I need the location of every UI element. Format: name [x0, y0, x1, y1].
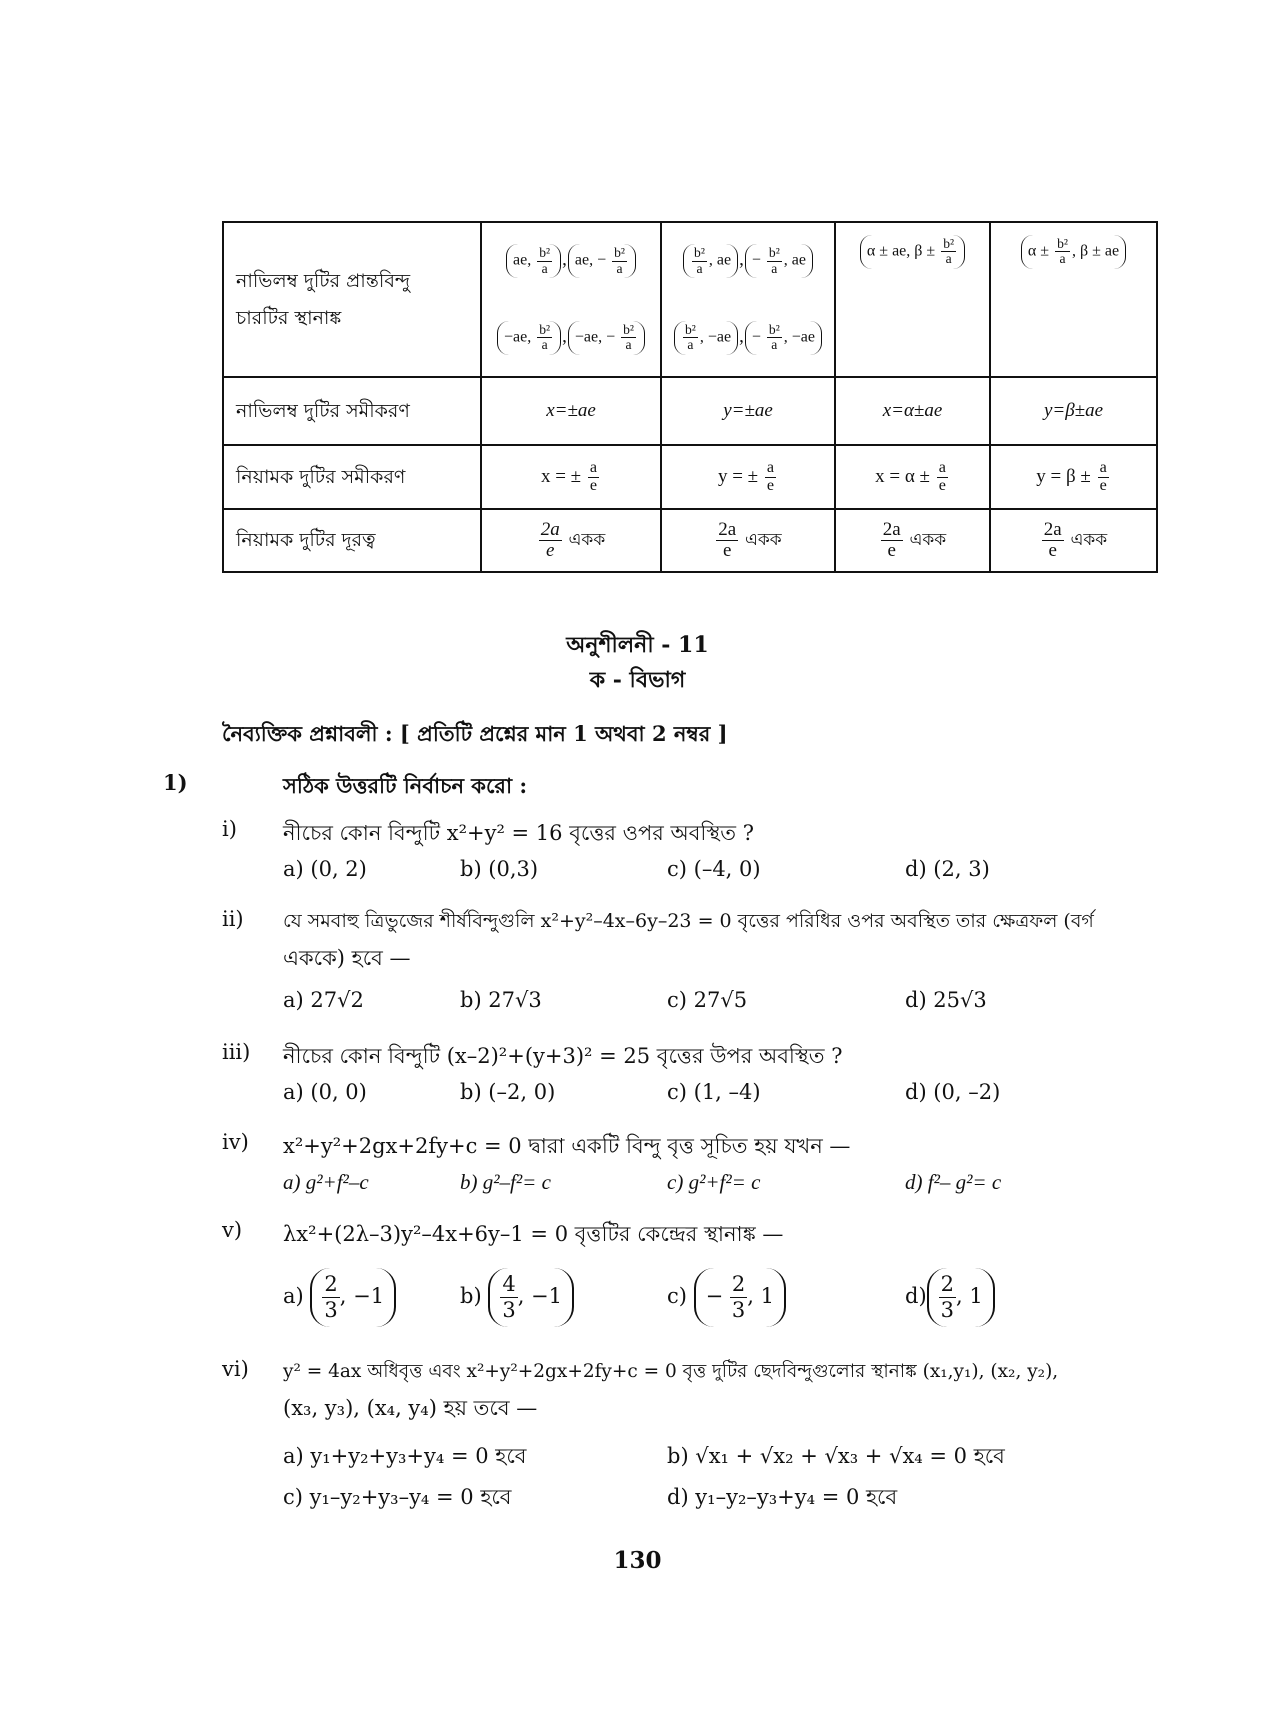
table-cell: $\frac{2a}{e}$ একক [990, 509, 1157, 572]
item-number: ii) [222, 907, 244, 931]
table-cell: α ± $\frac{\text{b²}}{a}$ , β ± ae [990, 222, 1157, 377]
table-cell: x=±ae [481, 377, 661, 445]
table-cell: ae, $\frac{\text{b²}}{a}$ , ae, − $\frac{\text{b²}}{a}$ −ae, $\frac{\text{b²}}{a}$ , −ae, − $\frac{\text{b²}}{a}$ [481, 222, 661, 377]
exercise-title: অনুশীলনী - 11 [566, 632, 709, 658]
row-label [223, 222, 481, 377]
item-text: x²+y²+2gx+2fy+c = 0 দ্বারা একটি বিন্দু বৃত্ত সূচিত হয় যখন — [283, 1134, 851, 1158]
table-row [223, 377, 1157, 445]
table-cell: x = α ± $\frac{a}{e}$ [835, 445, 990, 509]
item-number: vi) [222, 1357, 249, 1381]
option-b: b) $\frac{4}{3}$ , −1 [460, 1268, 574, 1327]
option-b: b) 27√3 [460, 988, 542, 1012]
item-text-continued: এককে) হবে — [283, 946, 411, 970]
item-number: iii) [222, 1040, 251, 1064]
page-number: 130 [613, 1547, 662, 1574]
item-number: iv) [222, 1130, 249, 1154]
option-d: d) 25√3 [905, 988, 987, 1012]
option-b: b) (0,3) [460, 857, 539, 881]
option-c: c) − $\frac{2}{3}$ , 1 [667, 1268, 786, 1327]
option-a: a) (0, 2) [283, 857, 367, 881]
table-cell: y=β±ae [990, 377, 1157, 445]
item-number: v) [222, 1218, 243, 1242]
option-b: b) (–2, 0) [460, 1080, 556, 1104]
ellipse-reference-table [222, 221, 1158, 573]
table-cell: $\frac{2a}{e}$ একক [661, 509, 835, 572]
option-a: a) y₁+y₂+y₃+y₄ = 0 হবে [283, 1444, 527, 1468]
item-text: যে সমবাহু ত্রিভুজের শীর্ষবিন্দুগুলি x²+y²–4x–6y–23 = 0 বৃত্তের পরিধির ওপর অবস্থিত তার ক্ষেত্রফল (বর্গ [283, 910, 1094, 932]
item-number: i) [222, 817, 237, 841]
table-cell: x = ± $\frac{a}{e}$ [481, 445, 661, 509]
table-cell: $\frac{2a}{e}$ একক [481, 509, 661, 572]
option-c: c) y₁–y₂+y₃–y₄ = 0 হবে [283, 1485, 512, 1509]
item-text-continued: (x₃, y₃), (x₄, y₄) হয় তবে — [283, 1396, 538, 1420]
option-d: d) (2, 3) [905, 857, 990, 881]
option-b: b) g²–f²= c [460, 1170, 551, 1194]
table-cell: x=α±ae [835, 377, 990, 445]
question-number: 1) [163, 770, 188, 795]
item-text: নীচের কোন বিন্দুটি (x–2)²+(y+3)² = 25 বৃত্তের উপর অবস্থিত ? [283, 1044, 843, 1068]
option-a: a) 27√2 [283, 988, 364, 1012]
item-text: y² = 4ax অধিবৃত্ত এবং x²+y²+2gx+2fy+c = 0 বৃত্ত দুটির ছেদবিন্দুগুলোর স্থানাঙ্ক (x₁,y₁), (x₂, y₂), [283, 1361, 1059, 1382]
table-cell: y = β ± $\frac{a}{e}$ [990, 445, 1157, 509]
option-c: c) 27√5 [667, 988, 748, 1012]
instruction: নৈব্যক্তিক প্রশ্নাবলী : [ প্রতিটি প্রশ্নের মান 1 অথবা 2 নম্বর ] [222, 721, 728, 746]
row-label-line: চারটির স্থানাঙ্ক [236, 306, 342, 329]
table-cell: α ± ae, β ± $\frac{\text{b²}}{a}$ [835, 222, 990, 377]
option-c: c) g²+f²= c [667, 1170, 761, 1194]
row-label-line: নাভিলম্ব দুটির প্রান্তবিন্দু [236, 270, 411, 293]
option-a: a) $\frac{2}{3}$ , −1 [283, 1268, 396, 1327]
row-label: নিয়ামক দুটির সমীকরণ [223, 445, 481, 509]
option-b: b) √x₁ + √x₂ + √x₃ + √x₄ = 0 হবে [667, 1444, 1005, 1468]
item-text: λx²+(2λ–3)y²–4x+6y–1 = 0 বৃত্তটির কেন্দ্রের স্থানাঙ্ক — [283, 1222, 784, 1246]
option-a: a) (0, 0) [283, 1080, 367, 1104]
option-c: c) (1, –4) [667, 1080, 761, 1104]
row-label: নিয়ামক দুটির দূরত্ব [223, 509, 481, 572]
section-title: ক - বিভাগ [589, 667, 686, 693]
table-cell: $\frac{2a}{e}$ একক [835, 509, 990, 572]
table-cell: y=±ae [661, 377, 835, 445]
question-text: সঠিক উত্তরটি নির্বাচন করো : [283, 773, 528, 798]
item-text: নীচের কোন বিন্দুটি x²+y² = 16 বৃত্তের ওপর অবস্থিত ? [283, 821, 754, 845]
option-c: c) (–4, 0) [667, 857, 761, 881]
table-row [223, 222, 1157, 377]
table-row [223, 509, 1157, 572]
option-d: d) y₁–y₂–y₃+y₄ = 0 হবে [667, 1485, 898, 1509]
table-cell: y = ± $\frac{a}{e}$ [661, 445, 835, 509]
option-d: d) f²– g²= c [905, 1170, 1002, 1194]
option-a: a) g²+f²–c [283, 1170, 369, 1194]
option-d: d) (0, –2) [905, 1080, 1001, 1104]
option-d: d) $\frac{2}{3}$ , 1 [905, 1268, 995, 1327]
row-label: নাভিলম্ব দুটির সমীকরণ [223, 377, 481, 445]
table-row [223, 445, 1157, 509]
table-cell: $\frac{\text{b²}}{a}$ , ae , − $\frac{\text{b²}}{a}$ , ae $\frac{\text{b²}}{a}$ , −ae , − $\frac{\text{b²}}{a}$ , −ae [661, 222, 835, 377]
